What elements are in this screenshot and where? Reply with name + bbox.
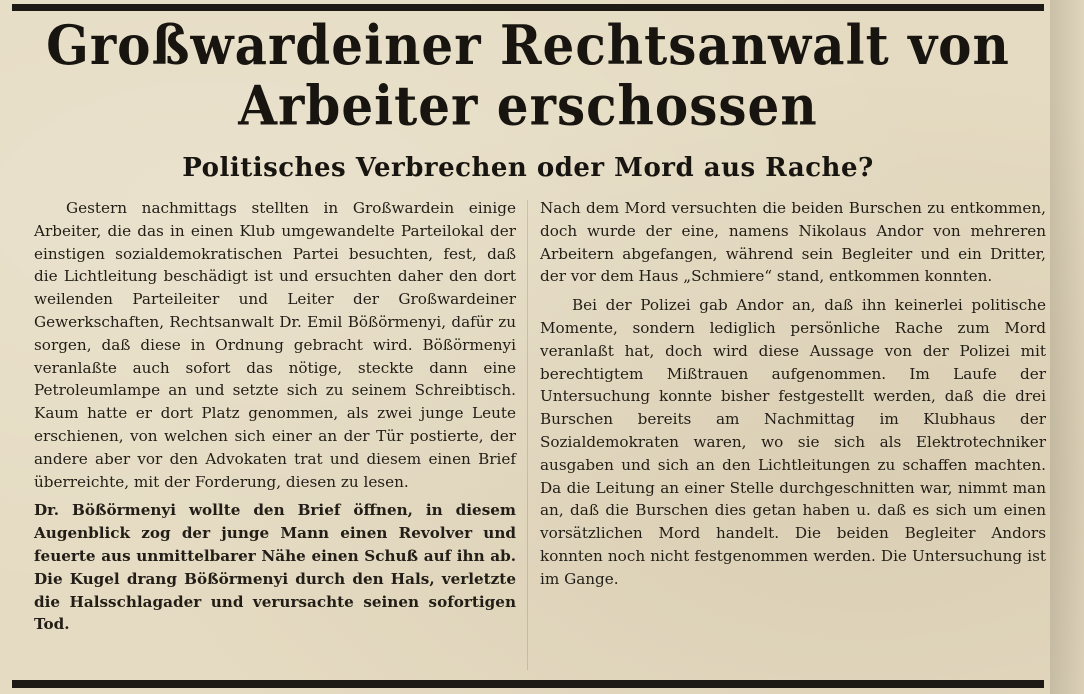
- paragraph-right-1: Nach dem Mord versuchten die beiden Burschen zu entkommen, doch wurde der eine, namens Nikolaus Andor von mehreren Arbeitern abgefangen, während sein Begleiter und ein Dritter, der vor dem Haus „Schmiere“ stand, entkommen konnten.: [540, 199, 1046, 286]
- headline: Großwardeiner Rechtsanwalt von Arbeiter erschossen: [46, 13, 1010, 138]
- article-column-right: [540, 197, 1046, 591]
- paragraph-left-2: Dr. Bößörmenyi wollte den Brief öffnen, in diesem Augenblick zog der junge Mann einen Revolver und feuerte aus unmittelbarer Nähe einen Schuß auf ihn ab. Die Kugel drang Bößörmenyi durch den Hals, verletzte die Halsschlagader und verursachte seinen sofortigen Tod.: [34, 501, 516, 634]
- top-rule: [12, 4, 1044, 11]
- column-divider: [527, 200, 528, 670]
- bottom-rule: [12, 680, 1044, 688]
- paragraph-right-2: Bei der Polizei gab Andor an, daß ihn keinerlei politische Momente, sondern lediglich persönliche Rache zum Mord veranlaßt hat, doch wird diese Aussage von der Polizei mit berechtigtem Mißtrauen aufgenommen. Im Laufe der Untersuchung konnte bisher festgestellt werden, daß die drei Burschen bereits am Nachmittag im Klubhaus der Sozialdemokraten waren, wo sie sich als Elektrotechniker ausgaben und sich an den Lichtleitungen zu schaffen machten. Da die Leitung an einer Stelle durchgeschnitten war, nimmt man an, daß die Burschen dies getan haben u. daß es sich um einen vorsätzlichen Mord handelt. Die beiden Begleiter Andors konnten noch nicht festgenommen werden. Die Untersuchung ist im Gange.: [540, 296, 1046, 588]
- adjacent-column-edge: [1050, 0, 1084, 694]
- article-column-left: [34, 197, 516, 636]
- subheadline: Politisches Verbrechen oder Mord aus Rache?: [182, 153, 874, 183]
- paragraph-left-1: Gestern nachmittags stellten in Großwardein einige Arbeiter, die das in einen Klub umgewandelte Parteilokal der einstigen sozialdemokratischen Partei besuchten, fest, daß die Lichtleitung beschädigt ist und ersuchten daher den dort weilenden Parteileiter und Leiter der Großwardeiner Gewerkschaften, Rechtsanwalt Dr. Emil Bößörmenyi, dafür zu sorgen, daß diese in Ordnung gebracht wird. Bößörmenyi veranlaßte auch sofort das nötige, steckte dann eine Petroleumlampe an und setzte sich zu seinem Schreibtisch. Kaum hatte er dort Platz genommen, als zwei junge Leute erschienen, von welchen sich einer an der Tür postierte, der andere aber vor den Advokaten trat und diesem einen Brief überreichte, mit der Forderung, diesen zu lesen.: [34, 199, 516, 491]
